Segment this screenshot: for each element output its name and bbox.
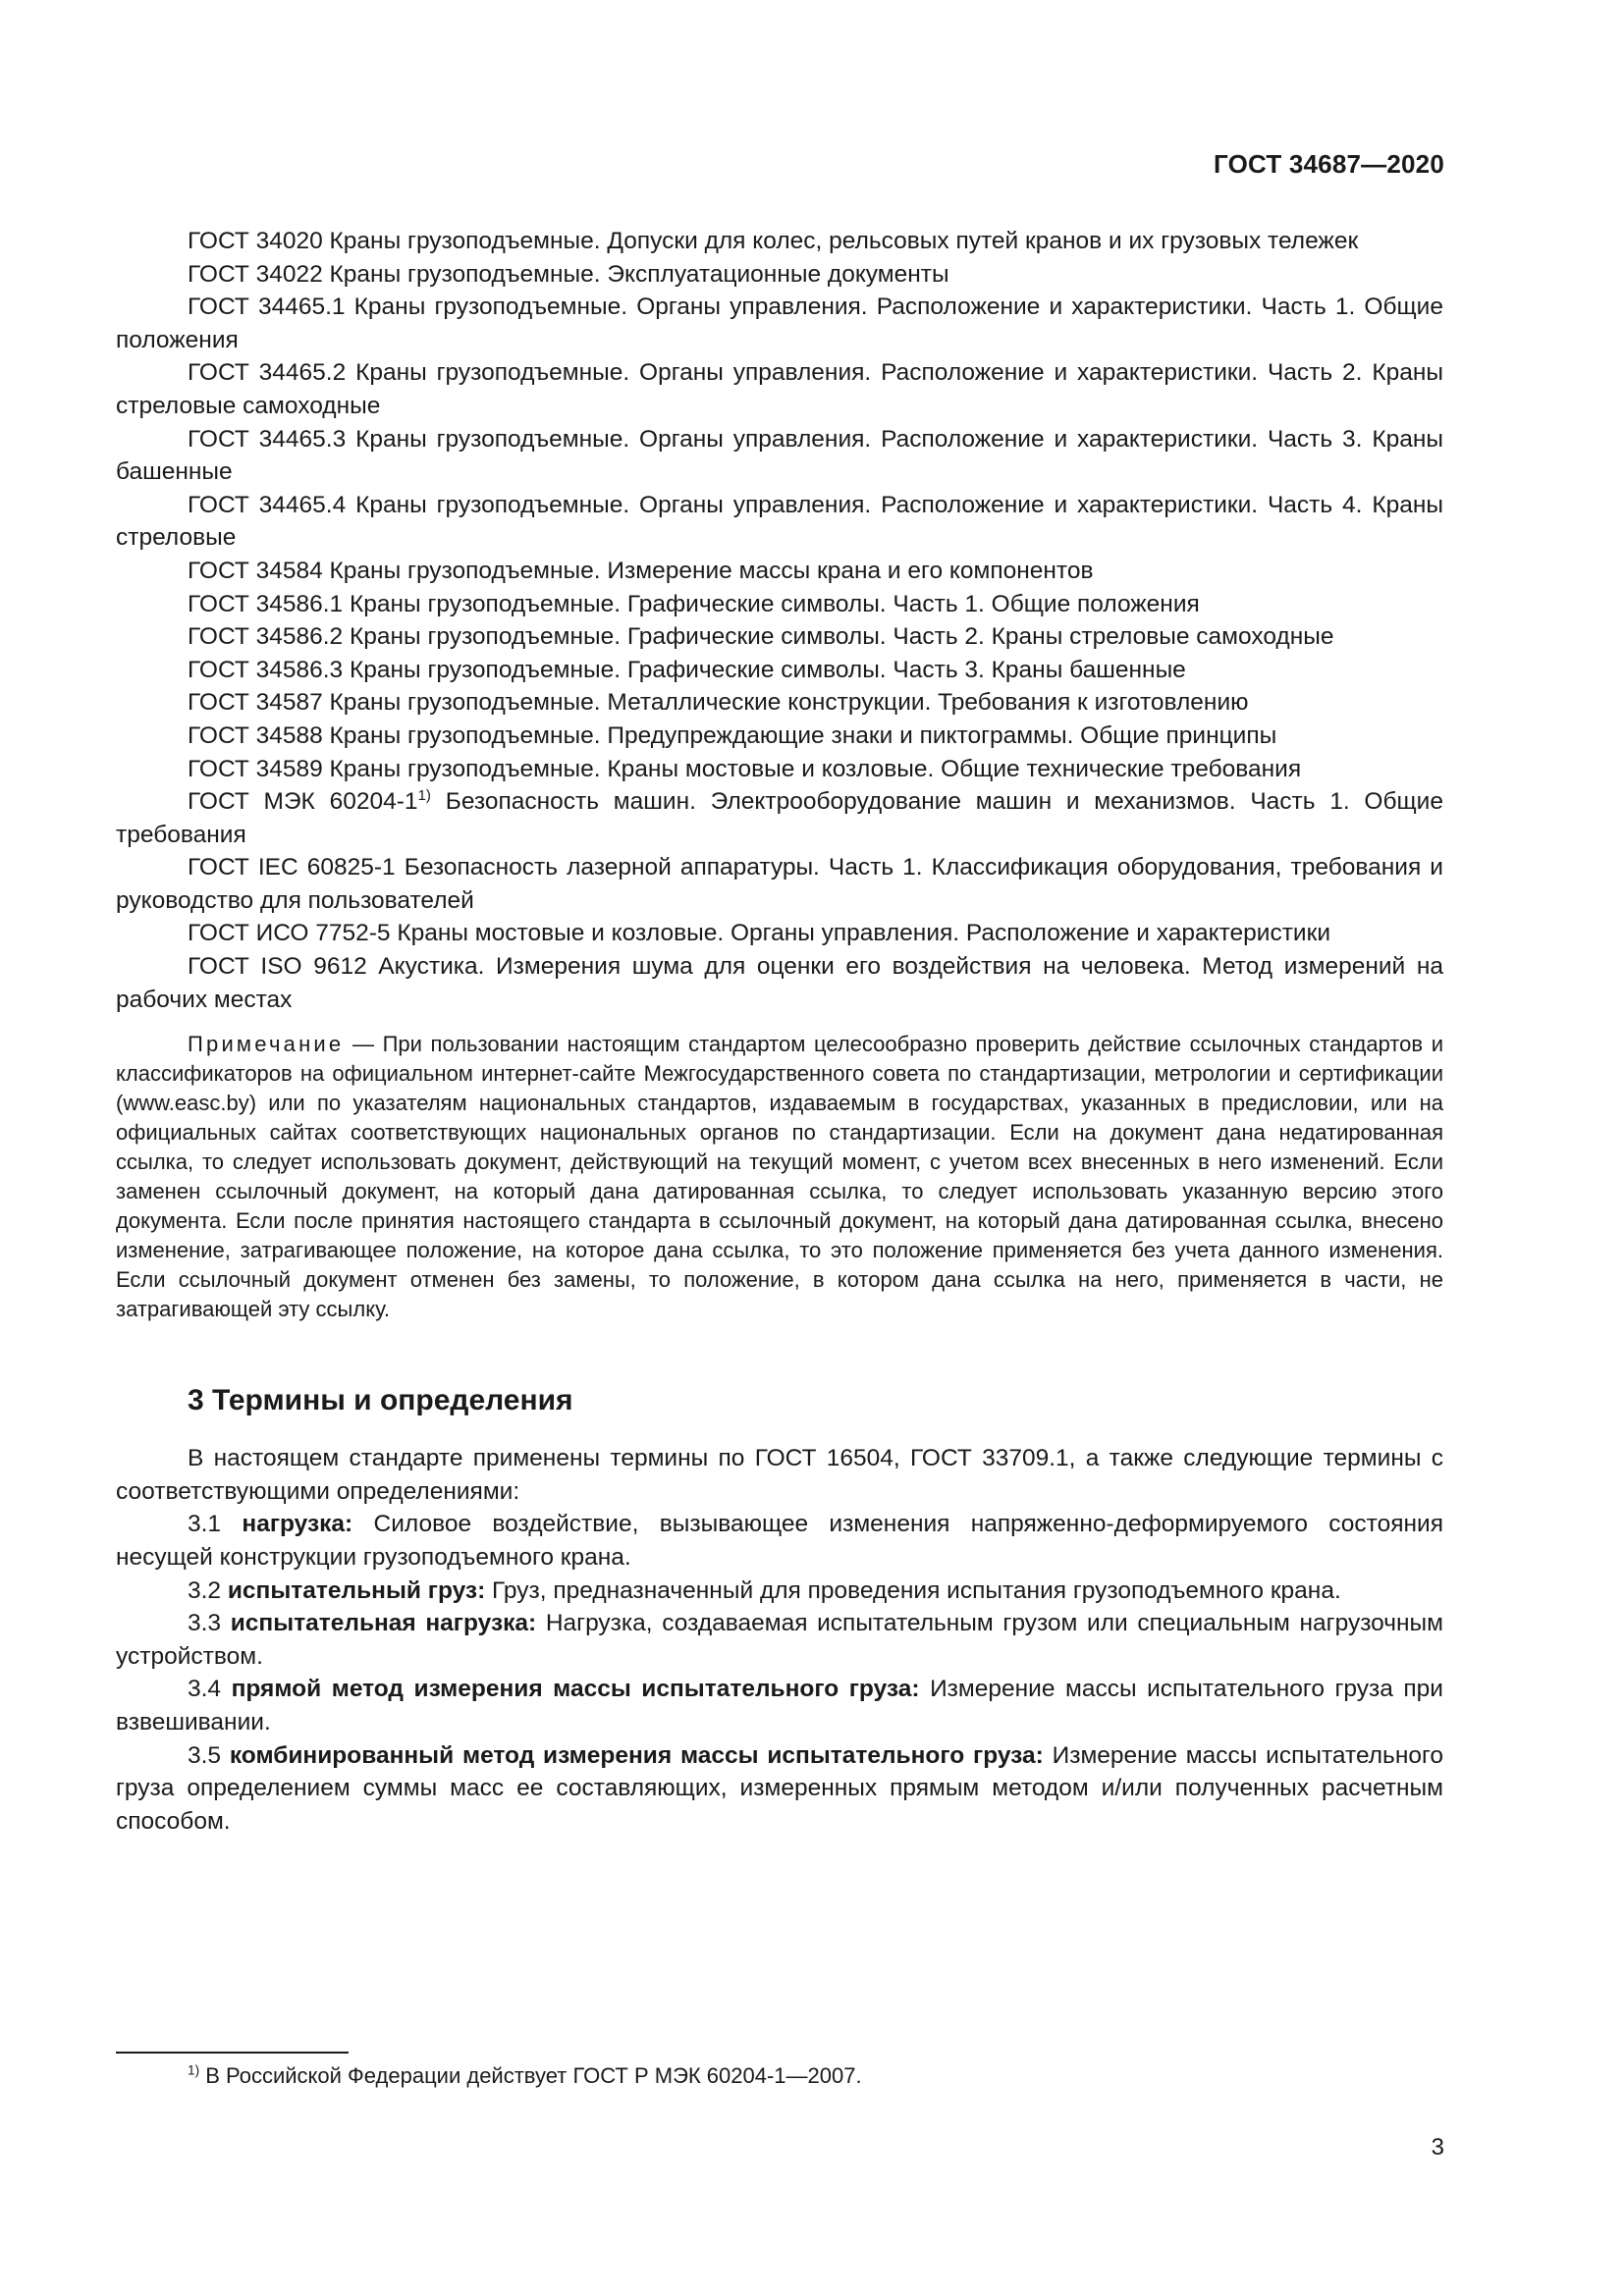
reference-item: ГОСТ 34584 Краны грузоподъемные. Измерение массы крана и его компонентов: [188, 557, 1094, 584]
reference-item: ГОСТ 34022 Краны грузоподъемные. Эксплуатационные документы: [188, 260, 949, 288]
reference-item: ГОСТ 34465.4 Краны грузоподъемные. Органы управления. Расположение и характеристики. Часть 4. Краны стреловые: [116, 491, 1443, 552]
term-number: 3.5: [188, 1741, 230, 1769]
reference-item: ГОСТ 34020 Краны грузоподъемные. Допуски для колес, рельсовых путей кранов и их грузовых тележек: [188, 228, 1359, 254]
reference-title: Безопасность машин. Электрооборудование машин и механизмов. Часть 1. Общие требования: [116, 788, 1443, 848]
footnote: [188, 2061, 862, 2091]
term-number: 3.4: [188, 1676, 232, 1703]
reference-item-iec-60204: [116, 785, 1443, 851]
note-text: — При пользовании настоящим стандартом целесообразно проверить действие ссылочных стандартов и классификаторов на официальном интернет-сайте Межгосударственного совета по стандартизации, метрологии и сертификации (www.easc.by) или по указателям национальных стандартов, издаваемым в государствах, указанных в предисловии, или на официальных сайтах соответствующих национальных органов по стандартизации. Если на документ дана недатированная ссылка, то следует использовать документ, действующий на текущий момент, с учетом всех внесенных в него изменений. Если заменен ссылочный документ, на который дана датированная ссылка, то следует использовать указанную версию этого документа. Если после принятия настоящего стандарта в ссылочный документ, на который дана датированная ссылка, внесено изменение, затрагивающее положение, на которое дана ссылка, то это положение применяется без учета данного изменения. Если ссылочный документ отменен без замены, то положение, в котором дана ссылка на него, применяется в части, не затрагивающей эту ссылку.: [116, 1032, 1443, 1322]
reference-item: ГОСТ 34465.3 Краны грузоподъемные. Органы управления. Расположение и характеристики. Часть 3. Краны башенные: [116, 425, 1443, 486]
reference-item: ГОСТ 34587 Краны грузоподъемные. Металлические конструкции. Требования к изготовлению: [188, 689, 1249, 717]
section-intro: В настоящем стандарте применены термины по ГОСТ 16504, ГОСТ 33709.1, а также следующие термины с соответствующими определениями:: [116, 1445, 1443, 1505]
reference-item: ГОСТ ISO 9612 Акустика. Измерения шума для оценки его воздействия на человека. Метод измерений на рабочих местах: [116, 953, 1443, 1013]
reference-item: ГОСТ ИСО 7752-5 Краны мостовые и козловые. Органы управления. Расположение и характеристики: [188, 920, 1331, 947]
footnote-separator: [116, 2052, 349, 2054]
term-number: 3.3: [188, 1610, 231, 1637]
normative-references-list: [116, 225, 1443, 1016]
term-name: прямой метод измерения массы испытательного груза:: [231, 1676, 920, 1703]
term-text: Измерение массы испытательного груза при взвешивании.: [116, 1676, 1443, 1735]
reference-item: ГОСТ 34588 Краны грузоподъемные. Предупреждающие знаки и пиктограммы. Общие принципы: [188, 721, 1277, 749]
term-text: Силовое воздействие, вызывающее изменения напряженно-деформируемого состояния несущей конструкции грузоподъемного крана.: [116, 1511, 1443, 1572]
term-definition: [116, 1739, 1443, 1839]
term-definition: [116, 1607, 1443, 1673]
term-name: нагрузка:: [242, 1511, 353, 1538]
page-number: 3: [1431, 2134, 1444, 2161]
footnote-marker[interactable]: 1): [417, 786, 431, 804]
footnote-mark: 1): [188, 2062, 200, 2078]
term-number: 3.2: [188, 1576, 228, 1604]
term-number: 3.1: [188, 1511, 243, 1538]
note-label: Примечание: [188, 1032, 345, 1057]
reference-item: ГОСТ IEC 60825-1 Безопасность лазерной аппаратуры. Часть 1. Классификация оборудования, требования и руководство для пользователей: [116, 854, 1443, 914]
reference-item: ГОСТ 34465.1 Краны грузоподъемные. Органы управления. Расположение и характеристики. Часть 1. Общие положения: [116, 294, 1443, 353]
note-paragraph: [116, 1030, 1443, 1324]
section-heading: 3 Термины и определения: [188, 1384, 573, 1417]
reference-item: ГОСТ 34586.3 Краны грузоподъемные. Графические символы. Часть 3. Краны башенные: [188, 656, 1186, 683]
reference-item: ГОСТ 34586.1 Краны грузоподъемные. Графические символы. Часть 1. Общие положения: [188, 590, 1200, 617]
term-definition: [116, 1673, 1443, 1738]
term-name: испытательный груз:: [227, 1576, 486, 1604]
reference-item: ГОСТ 34586.2 Краны грузоподъемные. Графические символы. Часть 2. Краны стреловые самоходные: [188, 623, 1334, 651]
term-name: испытательная нагрузка:: [230, 1610, 537, 1637]
document-body: [116, 225, 1443, 1838]
term-name: комбинированный метод измерения массы испытательного груза:: [229, 1741, 1044, 1769]
term-text: Измерение массы испытательного груза определением суммы масс ее составляющих, измеренных прямым методом и/или полученных расчетным способом.: [116, 1741, 1443, 1835]
term-text: Нагрузка, создаваемая испытательным грузом или специальным нагрузочным устройством.: [116, 1610, 1443, 1670]
footnote-text: В Российской Федерации действует ГОСТ Р МЭК 60204-1—2007.: [199, 2063, 862, 2088]
reference-code: ГОСТ МЭК 60204-1: [188, 788, 418, 816]
term-definition: [116, 1575, 1443, 1608]
document-header-code: ГОСТ 34687—2020: [1214, 149, 1444, 179]
term-definition: [116, 1508, 1443, 1574]
reference-item: ГОСТ 34589 Краны грузоподъемные. Краны мостовые и козловые. Общие технические требования: [188, 755, 1302, 782]
reference-item: ГОСТ 34465.2 Краны грузоподъемные. Органы управления. Расположение и характеристики. Часть 2. Краны стреловые самоходные: [116, 359, 1443, 419]
term-text: Груз, предназначенный для проведения испытания грузоподъемного крана.: [485, 1576, 1341, 1604]
